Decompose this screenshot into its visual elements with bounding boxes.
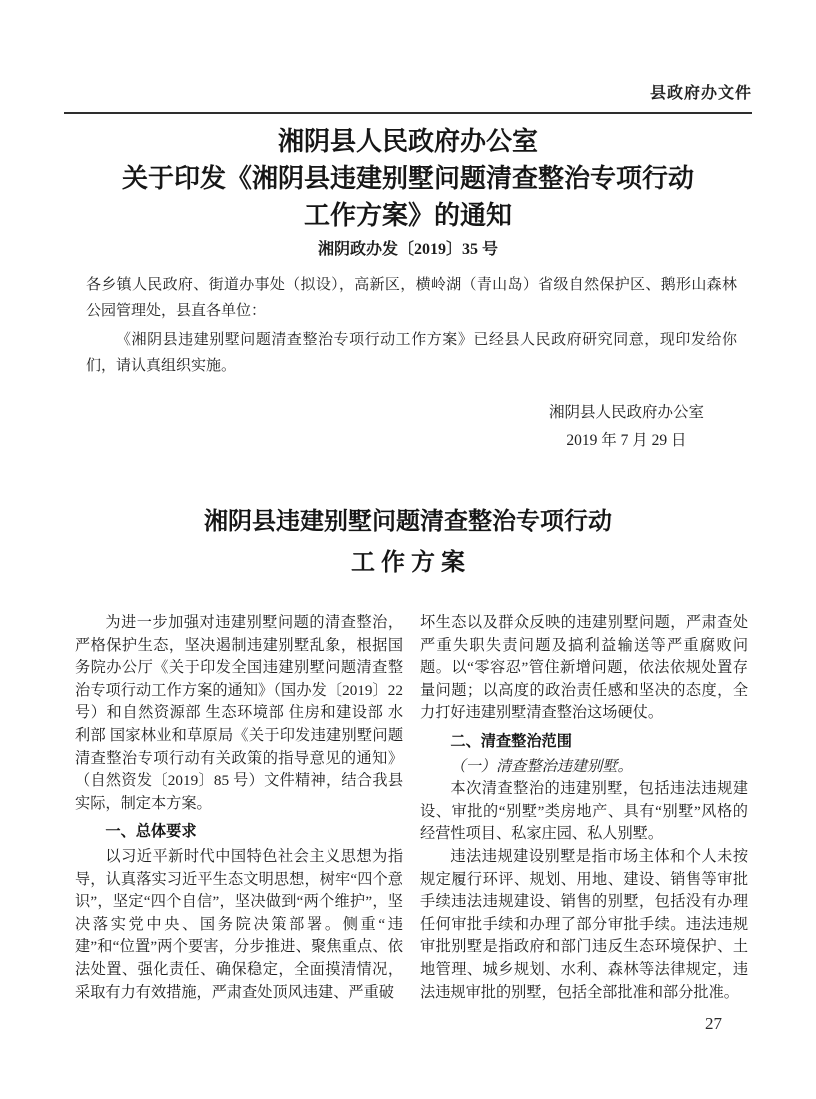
section-heading-2: 二、清查整治范围 [450, 732, 572, 750]
plan-title [0, 502, 816, 584]
signature-block [549, 399, 704, 455]
section-2-subheading: （一）清查整治违建别墅。 [450, 757, 633, 775]
section-1-paragraph: 以习近平新时代中国特色社会主义思想为指导，认真落实习近平生态文明思想，树牢“四个意识”，坚定“四个自信”，坚决做到“两个维护”，坚决落实党中央、国务院决策部署。侧重“违建”和“位置”两个要害，分步推进、聚焦重点、依法处置、强化责任、确保稳定，全面摸清情况，采取有力有效措施，严肃查处顶风违建、严重破 [75, 847, 403, 1001]
plan-title-line2: 工 作 方 案 [351, 550, 465, 576]
notice-title-line1: 湘阴县人民政府办公室 [277, 127, 538, 156]
plan-title-line1: 湘阴县违建别墅问题清查整治专项行动 [204, 509, 612, 535]
page-number: 27 [705, 1014, 722, 1033]
plan-intro-paragraph: 为进一步加强对违建别墅问题的清查整治，严格保护生态，坚决遏制违建别墅乱象，根据国务院办公厅《关于印发全国违建别墅问题清查整治专项行动工作方案的通知》（国办发〔2019〕22 号）和自然资源部 生态环境部 住房和建设部 水利部 国家林业和草原局《关于印发违建别墅问题清查整治专项行动有关政策的指导意见的通知》（自然资发〔2019〕85 号）文件精神，结合我县实际，制定本方案。 [75, 614, 403, 812]
header-category-label: 县政府办文件 [649, 85, 752, 102]
notice-title-line3: 工作方案》的通知 [303, 201, 512, 230]
section-heading-1: 一、总体要求 [105, 823, 197, 841]
notice-body [86, 272, 737, 379]
notice-title-line2: 关于印发《湘阴县违建别墅问题清查整治专项行动 [121, 164, 694, 193]
signature-date: 2019 年 7 月 29 日 [566, 432, 687, 449]
notice-recipients: 各乡镇人民政府、街道办事处（拟设），高新区，横岭湖（青山岛）省级自然保护区、鹅形山森林公园管理处，县直各单位： [86, 277, 737, 319]
header-divider-line [64, 112, 752, 114]
section-1-paragraph-continued: 坏生态以及群众反映的违建别墅问题，严肃查处严重失职失责问题及搞利益输送等严重腐败问题。以“零容忍”管住新增问题，依法依规处置存量问题；以高度的政治责任感和坚决的态度，全力打好违建别墅清查整治这场硬仗。 [420, 614, 748, 722]
signature-office: 湘阴县人民政府办公室 [548, 404, 704, 421]
left-column [75, 612, 403, 1004]
section-2-paragraph-1: 本次清查整治的违建别墅，包括违法违规建设、审批的“别墅”类房地产、具有“别墅”风格的经营性项目、私家庄园、私人别墅。 [420, 780, 748, 843]
document-number: 湘阴政办发〔2019〕35 号 [317, 241, 498, 258]
section-2-paragraph-2: 违法违规建设别墅是指市场主体和个人未按规定履行环评、规划、用地、建设、销售等审批手续违法违规建设、销售的别墅，包括没有办理任何审批手续和办理了部分审批手续。违法违规审批别墅是指政府和部门违反生态环境保护、土地管理、城乡规划、水利、森林等法律规定，违法违规审批的别墅，包括全部批准和部分批准。 [420, 847, 748, 1001]
notice-title [30, 123, 786, 234]
plan-body-columns [75, 612, 748, 1004]
notice-body-paragraph: 《湘阴县违建别墅问题清查整治专项行动工作方案》已经县人民政府研究同意，现印发给你们，请认真组织实施。 [86, 332, 737, 374]
right-column [420, 612, 748, 1004]
